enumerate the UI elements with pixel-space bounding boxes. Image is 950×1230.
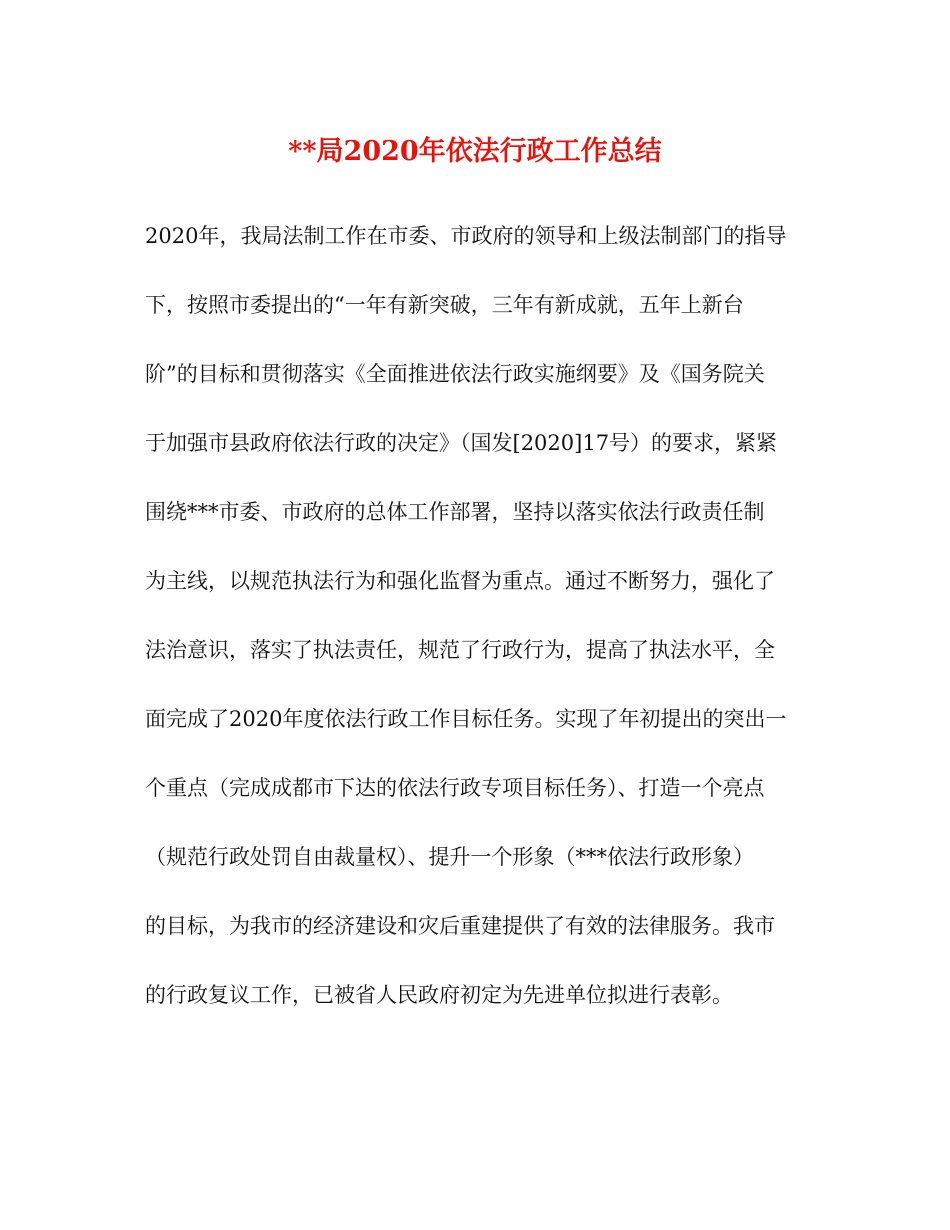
paragraph-line: 于加强市县政府依法行政的决定》（国发[2020]17号）的要求，紧紧 [145,431,778,455]
paragraph-line: 阶”的目标和贯彻落实《全面推进依法行政实施纲要》及《国务院关 [145,362,765,386]
paragraph-line: 为主线，以规范执法行为和强化监督为重点。通过不断努力，强化了 [145,569,775,593]
paragraph-line: 法治意识，落实了执法责任，规范了行政行为，提高了执法水平，全 [145,638,775,662]
paragraph-line: 个重点（完成成都市下达的依法行政专项目标任务）、打造一个亮点 [145,776,765,800]
document-title: **局2020年依法行政工作总结 [288,136,662,167]
paragraph-line: （规范行政处罚自由裁量权）、提升一个形象（***依法行政形象） [145,845,754,869]
paragraph-line: 围绕***市委、市政府的总体工作部署，坚持以落实依法行政责任制 [145,500,765,524]
paragraph-line: 的目标，为我市的经济建设和灾后重建提供了有效的法律服务。我市 [145,914,775,938]
paragraph-line: 下，按照市委提出的“一年有新突破，三年有新成就，五年上新台 [145,293,744,317]
paragraph-line: 2020年，我局法制工作在市委、市政府的领导和上级法制部门的指导 [145,224,787,248]
paragraph-line: 面完成了2020年度依法行政工作目标任务。实现了年初提出的突出一 [145,707,787,731]
paragraph-line: 的行政复议工作，已被省人民政府初定为先进单位拟进行表彰。 [145,983,733,1007]
